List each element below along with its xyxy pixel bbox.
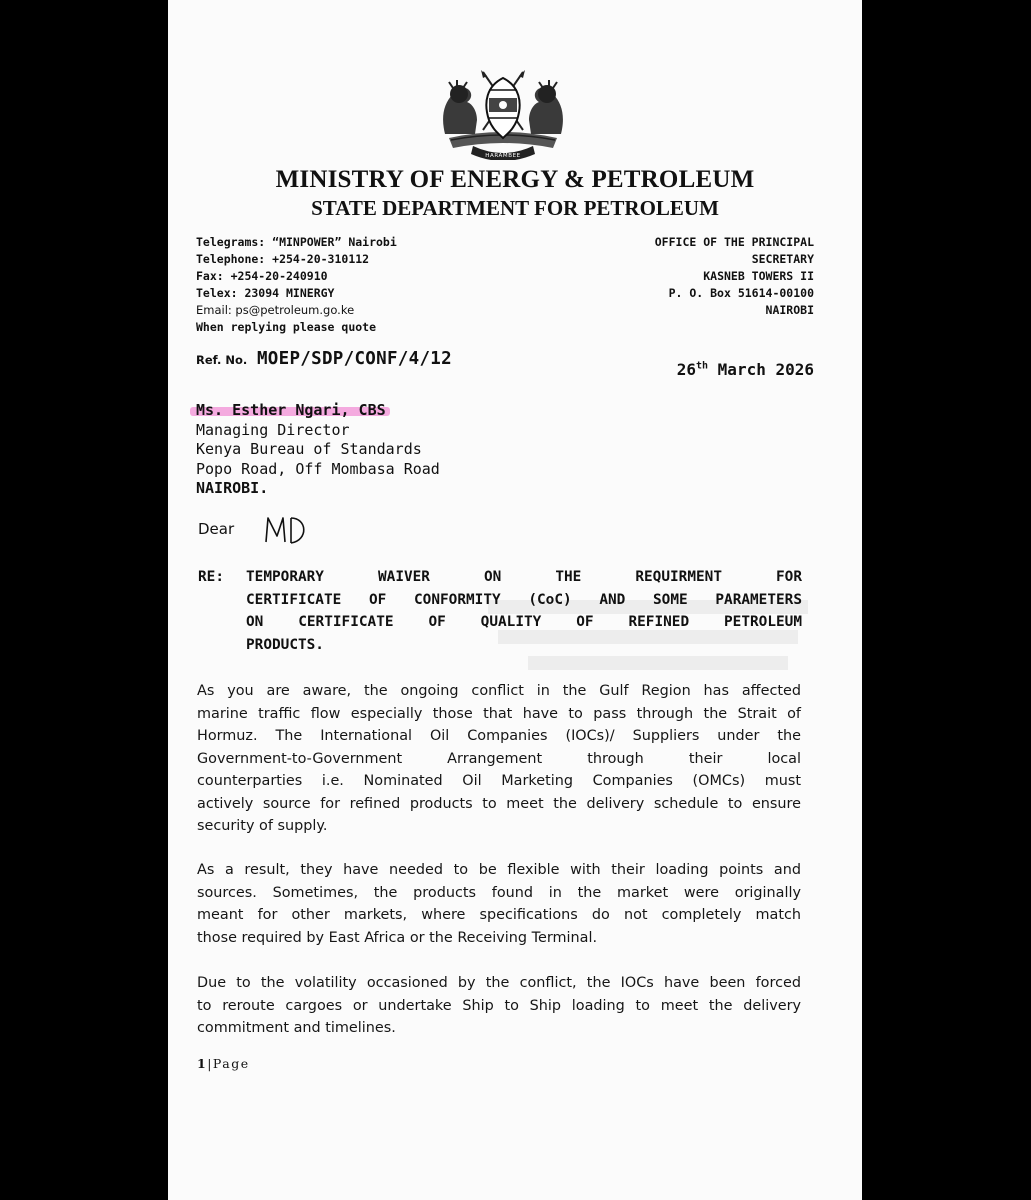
subject-line: ON CERTIFICATE OF QUALITY OF REFINED PETROLEUM xyxy=(246,614,802,630)
addressee-title: Managing Director xyxy=(196,420,350,439)
paragraph-line: As a result, they have needed to be flexible with their loading points and xyxy=(197,862,801,878)
office-line-4: P. O. Box 51614-00100 xyxy=(668,286,814,300)
telephone-line: Telephone: +254-20-310112 xyxy=(196,252,370,266)
page-number: 1 xyxy=(197,1056,208,1071)
subject-text xyxy=(246,566,802,656)
handwritten-md-signature xyxy=(263,512,313,548)
addressee-street: Popo Road, Off Mombasa Road xyxy=(196,459,440,478)
paragraph-line: marine traffic flow especially those that have to pass through the Strait of xyxy=(197,705,801,722)
subject-line: PRODUCTS. xyxy=(246,636,324,653)
addressee-organization: Kenya Bureau of Standards xyxy=(196,440,422,458)
office-address xyxy=(655,234,814,319)
date-suffix: th xyxy=(695,360,709,372)
kenya-coat-of-arms-icon xyxy=(427,68,579,160)
addressee-block xyxy=(196,401,440,499)
office-line-3: KASNEB TOWERS II xyxy=(703,269,814,283)
addressee-name-text: Ms. Esther Ngari, CBS xyxy=(196,401,386,419)
date-rest: March 2026 xyxy=(717,360,814,379)
paragraph-line: Hormuz. The International Oil Companies (IOCs)/ Suppliers under the xyxy=(197,728,801,744)
paragraph-line: sources. Sometimes, the products found in the market were originally xyxy=(197,884,801,901)
paragraph-line: Government-to-Government Arrangement through their local xyxy=(197,750,801,767)
office-line-5: NAIROBI xyxy=(765,303,814,317)
paragraph-line: those required by East Africa or the Receiving Terminal. xyxy=(197,929,598,946)
email-line: Email: ps@petroleum.go.ke xyxy=(196,303,355,317)
paragraph-line: Due to the volatility occasioned by the conflict, the IOCs have been forced xyxy=(197,975,801,991)
body-paragraph-2 xyxy=(197,859,801,949)
svg-text:HARAMBEE: HARAMBEE xyxy=(485,153,521,159)
letter-date xyxy=(677,360,814,379)
salutation: Dear xyxy=(198,520,235,538)
date-day: 26 xyxy=(676,360,696,379)
footer-separator: | xyxy=(207,1056,213,1071)
body-paragraph-3 xyxy=(197,972,801,1040)
ministry-name: MINISTRY OF ENERGY & PETROLEUM xyxy=(275,166,755,193)
reply-quote-line: When replying please quote xyxy=(196,320,377,334)
reference-number: MOEP/SDP/CONF/4/12 xyxy=(256,349,452,369)
paragraph-line: meant for other markets, where specifications do not completely match xyxy=(197,907,801,923)
paragraph-line: As you are aware, the ongoing conflict in the Gulf Region has affected xyxy=(197,683,801,699)
addressee-city: NAIROBI. xyxy=(196,479,269,497)
paragraph-line: to reroute cargoes or undertake Ship to Ship loading to meet the delivery xyxy=(197,997,801,1014)
page-footer xyxy=(197,1056,250,1071)
paragraph-line: counterparties i.e. Nominated Oil Marketing Companies (OMCs) must xyxy=(197,773,801,789)
department-name: STATE DEPARTMENT FOR PETROLEUM xyxy=(311,196,719,220)
office-line-2: SECRETARY xyxy=(751,252,814,266)
contact-details xyxy=(196,234,397,336)
reference-label: Ref. No. xyxy=(196,353,248,367)
body-paragraph-1 xyxy=(197,680,801,838)
subject-label: RE: xyxy=(198,569,224,585)
paragraph-line: commitment and timelines. xyxy=(197,1020,396,1036)
subject-line: CERTIFICATE OF CONFORMITY (CoC) AND SOME PARAMETERS xyxy=(246,591,802,608)
office-line-1: OFFICE OF THE PRINCIPAL xyxy=(654,235,814,249)
letter-page xyxy=(168,0,862,1200)
telex-line: Telex: 23094 MINERGY xyxy=(196,286,335,300)
addressee-name xyxy=(196,401,386,421)
telegrams-line: Telegrams: “MINPOWER” Nairobi xyxy=(196,235,397,249)
paragraph-line: actively source for refined products to meet the delivery schedule to ensure xyxy=(197,795,801,812)
subject-line: TEMPORARY WAIVER ON THE REQUIRMENT FOR xyxy=(246,569,802,585)
fax-line: Fax: +254-20-240910 xyxy=(196,269,328,283)
page-label: Page xyxy=(212,1056,250,1071)
reference xyxy=(196,349,452,369)
paragraph-line: security of supply. xyxy=(197,818,328,834)
